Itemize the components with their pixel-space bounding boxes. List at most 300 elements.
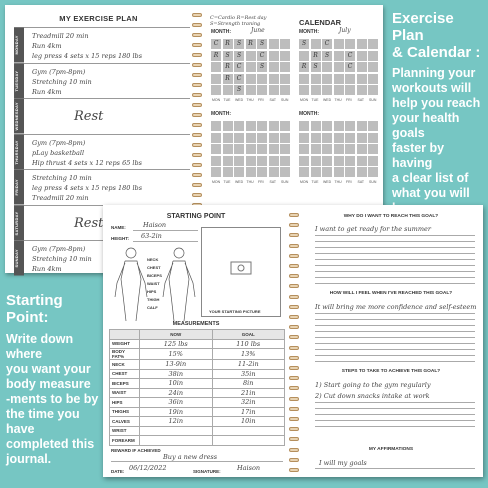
calendar-day-cell (211, 156, 221, 166)
calendar-day-cell: S (311, 62, 321, 72)
spiral-ring (289, 233, 299, 237)
weekday-label: FRI (346, 180, 352, 184)
calendar-day-cell (280, 51, 290, 61)
ruled-line (315, 253, 475, 254)
calendar-day-cell (280, 39, 290, 49)
date-label: DATE: (111, 469, 125, 474)
spiral-ring (192, 93, 202, 97)
measurement-label: CALVES (110, 417, 140, 427)
signature-label: SIGNATURE: (193, 469, 221, 474)
goal-question-steps: STEPS TO TAKE TO ACHIEVE THIS GOAL? (341, 369, 441, 374)
caption-line: completed this (6, 437, 95, 451)
calendar-day-cell: R (223, 62, 233, 72)
spiral-ring (289, 274, 299, 278)
exercise-line: Run 4km (32, 87, 62, 96)
spiral-ring (289, 448, 299, 452)
calendar-day-cell (357, 121, 367, 131)
calendar-day-cell (280, 133, 290, 143)
exercise-line: Gym (7pm-8pm) (32, 67, 86, 76)
month-label: MONTH: (211, 29, 231, 35)
calendar-day-cell (269, 144, 279, 154)
weekday-label: FRI (346, 98, 352, 102)
calendar-day-cell (234, 144, 244, 154)
ruled-line (315, 325, 475, 326)
goal-question-why: WHY DO I WANT TO REACH THIS GOAL? (343, 214, 439, 219)
calendar-day-cell (280, 62, 290, 72)
calendar-day-cell (357, 167, 367, 177)
spiral-ring (289, 407, 299, 411)
weekday-label: SAT (269, 180, 277, 184)
exercise-line: Gym (7pm-8pm) (32, 245, 86, 253)
calendar-legend: C=Cardio R=Rest day S=Strength traning (210, 15, 267, 27)
weekday-label: TUE (223, 98, 231, 102)
spiral-ring (192, 63, 202, 67)
measurement-label: HIPS (110, 398, 140, 408)
measurement-row (110, 339, 285, 349)
calendar-day-cell (246, 74, 256, 84)
calendar-day-cell (368, 156, 378, 166)
calendar-day-cell (311, 39, 321, 49)
day-tab: WEDNESDAY (14, 99, 24, 134)
weekday-label: WED (323, 180, 332, 184)
calendar-day-cell (334, 144, 344, 154)
calendar-day-cell: S (234, 51, 244, 61)
weekday-label: SUN (281, 98, 289, 102)
calendar-day-cell (345, 85, 355, 95)
spiral-ring (192, 143, 202, 147)
calendar-day-cell (311, 121, 321, 131)
spiral-ring (289, 346, 299, 350)
calendar-day-cell (246, 167, 256, 177)
weekday-label: THU (246, 98, 254, 102)
calendar-day-cell (299, 51, 309, 61)
measurement-row (110, 349, 285, 360)
calendar-day-cell (345, 167, 355, 177)
spiral-ring (192, 13, 202, 17)
spiral-ring (192, 193, 202, 197)
calendar-day-cell (299, 156, 309, 166)
ruled-line (315, 241, 475, 242)
name-label: NAME: (111, 225, 126, 230)
spiral-ring (289, 295, 299, 299)
calendar-day-cell (257, 133, 267, 143)
weekday-label: TUE (311, 180, 319, 184)
spiral-ring (192, 133, 202, 137)
exercise-line: Treadmill 20 min (32, 32, 89, 40)
body-part-label: NECK (147, 257, 159, 262)
body-part-label: HIPS (147, 289, 157, 294)
calendar-day-cell (280, 144, 290, 154)
measurement-goal (212, 436, 285, 446)
calendar-day-cell (211, 144, 221, 154)
calendar-day-cell (334, 121, 344, 131)
calendar-day-cell (234, 121, 244, 131)
calendar-day-cell (211, 133, 221, 143)
measurement-now: 24in (140, 388, 213, 398)
exercise-line: Stretching 10 min (32, 174, 92, 182)
goal-step-2: 2) Cut down snacks intake at work (315, 392, 430, 400)
day-tab: THURSDAY (14, 135, 24, 170)
spiral-ring (289, 376, 299, 380)
calendar-day-cell (334, 74, 344, 84)
calendar-day-cell (280, 74, 290, 84)
ruled-line (315, 361, 475, 362)
day-tab: TUESDAY (14, 64, 24, 99)
exercise-line: Stretching 10 min (32, 77, 92, 86)
calendar-day-cell (280, 85, 290, 95)
calendar-day-cell (322, 133, 332, 143)
ruled-line (315, 283, 475, 284)
calendar-day-cell (311, 85, 321, 95)
caption-line: a clear list of (392, 171, 469, 185)
measurement-label: WAIST (110, 388, 140, 398)
calendar-day-cell (322, 85, 332, 95)
day-tab: SATURDAY (14, 206, 24, 241)
spiral-ring (289, 397, 299, 401)
measurement-row (110, 379, 285, 389)
measurement-goal: 10in (212, 417, 285, 427)
goal-question-feel: HOW WILL I FEEL WHEN I'VE REACHED THIS GOAL? (329, 291, 453, 296)
spiral-ring (192, 163, 202, 167)
exercise-line: Gym (7pm-8pm) (32, 138, 86, 147)
calendar-day-cell: R (223, 39, 233, 49)
spiral-ring (289, 458, 299, 462)
calendar-day-cell (334, 51, 344, 61)
starting-point-spread (103, 205, 483, 477)
calendar-day-cell (311, 74, 321, 84)
spiral-ring (289, 437, 299, 441)
height-label: HEIGHT: (111, 236, 129, 241)
exercise-plan-title: MY EXERCISE PLAN (59, 14, 138, 23)
calendar-day-cell (246, 144, 256, 154)
measurement-now: 19in (140, 407, 213, 417)
affirmations-title: MY AFFIRMATIONS (368, 447, 414, 452)
weekday-label: WED (323, 98, 332, 102)
caption-line: Planning your (392, 66, 476, 80)
weekday-label: TUE (311, 98, 319, 102)
day-monday (14, 27, 190, 63)
body-part-label: BICEPS (147, 273, 162, 278)
ruled-line (315, 259, 475, 260)
measurement-now (140, 436, 213, 446)
calendar-day-cell (334, 133, 344, 143)
spiral-ring (192, 113, 202, 117)
reward-value: Buy a new dress (163, 453, 218, 461)
calendar-day-cell (368, 167, 378, 177)
weekday-label: FRI (258, 180, 264, 184)
calendar-day-cell (269, 51, 279, 61)
calendar-day-cell (357, 51, 367, 61)
ruled-line (315, 426, 475, 427)
calendar-day-cell (234, 133, 244, 143)
spiral-ring (289, 427, 299, 431)
weekday-label: THU (334, 98, 342, 102)
spiral-ring (192, 53, 202, 57)
calendar-day-cell: S (234, 39, 244, 49)
calendar-day-cell (234, 167, 244, 177)
calendar-day-cell (322, 62, 332, 72)
calendar-day-cell (211, 167, 221, 177)
weekday-label: WED (235, 180, 244, 184)
calendar-day-cell: S (234, 85, 244, 95)
calendar-day-cell: C (345, 51, 355, 61)
measurement-now: 13-9in (140, 360, 213, 370)
day-tab: FRIDAY (14, 170, 24, 205)
camera-icon (229, 260, 253, 276)
calendar-day-cell (246, 156, 256, 166)
body-part-label: CALF (147, 305, 158, 310)
caption-line: journal. (6, 452, 52, 466)
body-part-label: CHEST (147, 265, 161, 270)
measurement-row (110, 360, 285, 370)
measurement-now (140, 426, 213, 436)
weekday-label: SUN (369, 98, 377, 102)
measurement-row (110, 426, 285, 436)
calendar-day-cell (322, 74, 332, 84)
calendar-day-cell (368, 74, 378, 84)
weekday-label: SAT (269, 98, 277, 102)
calendar-day-cell (280, 156, 290, 166)
calendar-day-cell (345, 144, 355, 154)
calendar-day-cell: R (211, 51, 221, 61)
date-value: 06/12/2022 (129, 464, 167, 472)
caption-line: workouts will (392, 81, 472, 95)
calendar-day-cell (269, 74, 279, 84)
rest-day-label: Rest (74, 109, 104, 124)
calendar-day-cell: C (211, 39, 221, 49)
measurement-now: 15% (140, 349, 213, 360)
height-value: 63-2in (141, 232, 162, 240)
measurement-now: 12in (140, 417, 213, 427)
ruled-line (315, 468, 475, 469)
measurement-goal: 32in (212, 398, 285, 408)
measurement-goal: 110 lbs (212, 339, 285, 349)
spiral-ring (289, 386, 299, 390)
caption-line: the time you have (6, 407, 80, 436)
calendar-day-cell: C (257, 51, 267, 61)
spiral-ring (192, 123, 202, 127)
spiral-ring (192, 33, 202, 37)
calendar-day-cell (299, 167, 309, 177)
calendar-day-cell (322, 121, 332, 131)
ruled-line (315, 414, 475, 415)
spiral-ring (289, 213, 299, 217)
measurement-row (110, 417, 285, 427)
caption-line: help you reach (392, 96, 481, 110)
spiral-ring (192, 173, 202, 177)
calendar-day-cell: C (234, 74, 244, 84)
day-friday (14, 169, 190, 205)
spiral-ring (192, 73, 202, 77)
spiral-ring (289, 305, 299, 309)
rest-day-label: Rest (74, 215, 104, 231)
calendar-day-cell (345, 133, 355, 143)
measurement-row (110, 436, 285, 446)
calendar-day-cell (211, 62, 221, 72)
day-wednesday (14, 98, 190, 134)
spiral-ring (192, 183, 202, 187)
ruled-line (315, 271, 475, 272)
calendar-day-cell (368, 51, 378, 61)
spiral-ring (192, 153, 202, 157)
spiral-ring (289, 315, 299, 319)
weekday-label: THU (246, 180, 254, 184)
calendar-day-cell (322, 167, 332, 177)
measurement-now: 36in (140, 398, 213, 408)
calendar-day-cell (223, 121, 233, 131)
calendar-day-cell (269, 156, 279, 166)
exercise-line: Stretching 10 min (32, 255, 92, 263)
calendar-day-cell (299, 133, 309, 143)
calendar-day-cell (368, 121, 378, 131)
calendar-day-cell (368, 39, 378, 49)
measurement-goal: 21in (212, 388, 285, 398)
calendar-day-cell (334, 167, 344, 177)
calendar-day-cell: R (246, 39, 256, 49)
month-name: June (251, 27, 265, 34)
spiral-ring (192, 83, 202, 87)
starting-point-page (103, 205, 289, 477)
calendar-day-cell (246, 62, 256, 72)
affirmation-text: I will my goals (319, 459, 367, 467)
spiral-ring (289, 366, 299, 370)
measurement-goal: 8in (212, 379, 285, 389)
calendar-day-cell: S (299, 39, 309, 49)
calendar-day-cell (357, 144, 367, 154)
calendar-day-cell (322, 156, 332, 166)
starting-point-caption: Starting Point: Write down where you want your body measure -ments to be by the time you have completed this journal. (6, 292, 104, 467)
measurement-label: WEIGHT (110, 339, 140, 349)
weekday-label: FRI (258, 98, 264, 102)
calendar-day-cell: C (345, 62, 355, 72)
calendar-day-cell (211, 121, 221, 131)
measurement-row (110, 407, 285, 417)
calendar-day-cell (246, 133, 256, 143)
month-label: MONTH: (299, 111, 319, 117)
weekday-label: TUE (223, 180, 231, 184)
calendar-title: CALENDAR (299, 18, 342, 27)
calendar-day-cell (299, 74, 309, 84)
spiral-ring (289, 223, 299, 227)
weekday-label: MON (212, 98, 221, 102)
goal-answer-feel: It will bring me more confidence and self-esteem (315, 303, 477, 311)
calendar-day-cell (299, 144, 309, 154)
ruled-line (315, 337, 475, 338)
calendar-day-cell (257, 144, 267, 154)
calendar-day-cell (357, 74, 367, 84)
month-name: July (339, 27, 351, 34)
goal-answer-why: I want to get ready for the summer (315, 225, 431, 233)
spiral-ring (289, 335, 299, 339)
ruled-line (315, 235, 475, 236)
col-now: NOW (140, 330, 213, 340)
weekday-label: THU (334, 180, 342, 184)
ruled-line (315, 277, 475, 278)
weekday-label: MON (300, 180, 309, 184)
ruled-line (315, 247, 475, 248)
exercise-line: leg press 4 sets x 15 reps 180 lbs (32, 52, 143, 60)
calendar-day-cell (223, 133, 233, 143)
spiral-ring (289, 325, 299, 329)
calendar-day-cell (234, 156, 244, 166)
calendar-day-cell (223, 156, 233, 166)
calendar-day-cell (357, 133, 367, 143)
starting-point-title: STARTING POINT (166, 213, 226, 220)
measurement-label: THIGHS (110, 407, 140, 417)
measurement-now: 38in (140, 369, 213, 379)
ruled-line (315, 402, 475, 403)
calendar-day-cell (299, 85, 309, 95)
body-part-label: THIGH (147, 297, 160, 302)
calendar-day-cell (334, 62, 344, 72)
calendar-day-cell: S (257, 39, 267, 49)
calendar-day-cell (280, 121, 290, 131)
calendar-day-cell (246, 121, 256, 131)
measurement-goal: 11-2in (212, 360, 285, 370)
calendar-day-cell (334, 39, 344, 49)
calendar-day-cell (368, 144, 378, 154)
calendar-day-cell (257, 85, 267, 95)
calendar-day-cell (211, 74, 221, 84)
calendar-day-cell (269, 85, 279, 95)
weekday-label: SAT (357, 98, 365, 102)
spiral-ring (289, 254, 299, 258)
spiral-ring (192, 23, 202, 27)
calendar-day-cell (311, 167, 321, 177)
measurement-goal: 17in (212, 407, 285, 417)
exercise-line: Hip thrust 4 sets x 12 reps 65 lbs (32, 158, 142, 167)
calendar-day-cell (368, 85, 378, 95)
month-label: MONTH: (299, 29, 319, 35)
spiral-ring (289, 417, 299, 421)
calendar-day-cell: C (234, 62, 244, 72)
body-part-label: WAIST (147, 281, 160, 286)
measurements-title: MEASUREMENTS (172, 321, 220, 327)
measurement-label: CHEST (110, 369, 140, 379)
calendar-day-cell: R (223, 74, 233, 84)
signature-value: Haison (237, 464, 261, 472)
measurement-goal: 35in (212, 369, 285, 379)
measurement-label: FOREARM (110, 436, 140, 446)
spiral-ring (289, 356, 299, 360)
calendar-day-cell (223, 167, 233, 177)
measurement-label: BICEPS (110, 379, 140, 389)
day-tab: MONDAY (14, 28, 24, 63)
calendar-day-cell (334, 85, 344, 95)
calendar-day-cell (257, 156, 267, 166)
calendar-day-cell (357, 39, 367, 49)
measurement-now: 125 lbs (140, 339, 213, 349)
calendar-day-cell: S (257, 62, 267, 72)
calendar-day-cell (257, 74, 267, 84)
measurement-now: 10in (140, 379, 213, 389)
measurement-label: WRIST (110, 426, 140, 436)
calendar-day-cell (357, 62, 367, 72)
calendar-day-cell: S (223, 51, 233, 61)
spiral-ring (289, 244, 299, 248)
ruled-line (315, 408, 475, 409)
calendar-day-cell (311, 133, 321, 143)
goals-page (299, 205, 483, 477)
ruled-line (315, 355, 475, 356)
ruled-line (315, 349, 475, 350)
calendar-day-cell (311, 156, 321, 166)
weekday-label: MON (300, 98, 309, 102)
calendar-day-cell (334, 156, 344, 166)
measurement-goal: 13% (212, 349, 285, 360)
calendar-day-cell (345, 39, 355, 49)
day-tuesday (14, 63, 190, 99)
